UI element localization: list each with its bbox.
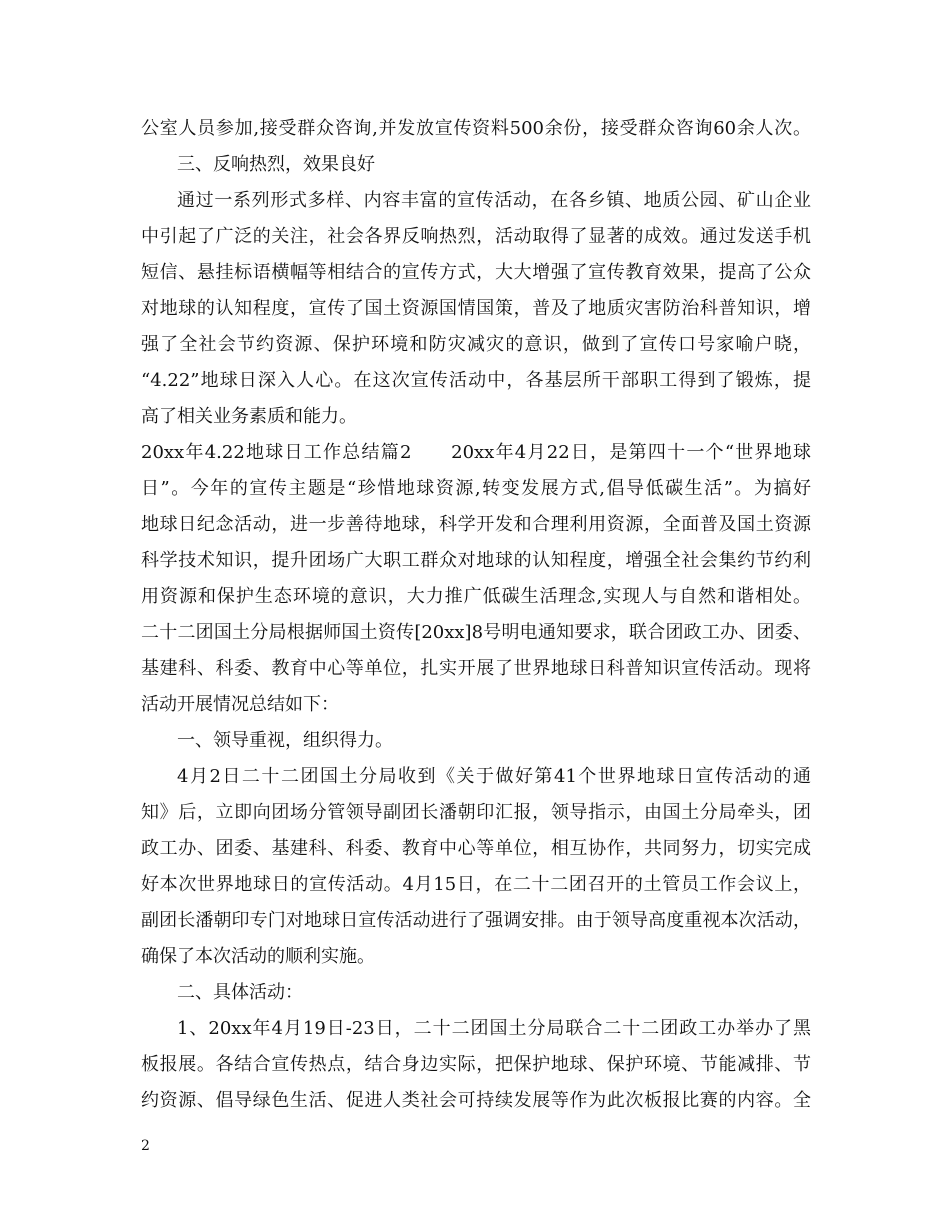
article-title-line: 20xx年4.22地球日工作总结篇2 20xx年4月22日，是第四十一个“世界地球 xyxy=(141,442,811,463)
text-line: 好本次世界地球日的宣传活动。4月15日，在二十二团召开的土管员工作会议上， xyxy=(141,874,811,895)
text-line: 活动开展情况总结如下： xyxy=(141,694,339,715)
text-line: 地球日纪念活动，进一步善待地球，科学开发和合理利用资源，全面普及国土资源 xyxy=(141,514,811,535)
text-line: 确保了本次活动的顺利实施。 xyxy=(141,946,375,967)
text-line: 约资源、倡导绿色生活、促进人类社会可持续发展等作为此次板报比赛的内容。全 xyxy=(141,1090,811,1111)
section-heading: 一、领导重视，组织得力。 xyxy=(177,730,393,751)
document-body xyxy=(141,111,811,1119)
text-line: 中引起了广泛的关注，社会各界反响热烈，活动取得了显著的成效。通过发送手机 xyxy=(141,226,811,247)
text-line: 用资源和保护生态环境的意识，大力推广低碳生活理念,实现人与自然和谐相处。 xyxy=(141,586,811,607)
text-line: 强了全社会节约资源、保护环境和防灾减灾的意识，做到了宣传口号家喻户晓， xyxy=(141,334,811,355)
text-line: 公室人员参加,接受群众咨询,并发放宣传资料500余份，接受群众咨询60余人次。 xyxy=(141,118,811,139)
page-number: 2 xyxy=(141,1138,150,1154)
text-line: 短信、悬挂标语横幅等相结合的宣传方式，大大增强了宣传教育效果，提高了公众 xyxy=(141,262,811,283)
text-line: 板报展。各结合宣传热点，结合身边实际，把保护地球、保护环境、节能减排、节 xyxy=(141,1054,811,1075)
text-line: 知》后，立即向团场分管领导副团长潘朝印汇报，领导指示，由国土分局牵头，团 xyxy=(141,802,811,823)
text-line: 科学技术知识，提升团场广大职工群众对地球的认知程度，增强全社会集约节约利 xyxy=(141,550,811,571)
text-line: 对地球的认知程度，宣传了国土资源国情国策，普及了地质灾害防治科普知识，增 xyxy=(141,298,811,319)
text-line: 政工办、团委、基建科、科委、教育中心等单位，相互协作，共同努力，切实完成 xyxy=(141,838,811,859)
text-line: 日”。今年的宣传主题是“珍惜地球资源,转变发展方式,倡导低碳生活”。为搞好 xyxy=(141,478,811,499)
text-line: 副团长潘朝印专门对地球日宣传活动进行了强调安排。由于领导高度重视本次活动， xyxy=(141,910,811,931)
section-heading: 二、具体活动： xyxy=(177,982,303,1003)
text-line: 1、20xx年4月19日-23日，二十二团国土分局联合二十二团政工办举办了黑 xyxy=(177,1018,811,1039)
text-line: 4月2日二十二团国土分局收到《关于做好第41个世界地球日宣传活动的通 xyxy=(177,766,811,787)
text-line: 二十二团国土分局根据师国土资传[20xx]8号明电通知要求，联合团政工办、团委、 xyxy=(141,622,811,643)
text-line: 基建科、科委、教育中心等单位，扎实开展了世界地球日科普知识宣传活动。现将 xyxy=(141,658,811,679)
text-line: “4.22”地球日深入人心。在这次宣传活动中，各基层所干部职工得到了锻炼，提 xyxy=(141,370,811,391)
text-line: 通过一系列形式多样、内容丰富的宣传活动，在各乡镇、地质公园、矿山企业 xyxy=(177,190,811,211)
section-heading: 三、反响热烈，效果良好 xyxy=(177,154,375,175)
text-line: 高了相关业务素质和能力。 xyxy=(141,406,357,427)
